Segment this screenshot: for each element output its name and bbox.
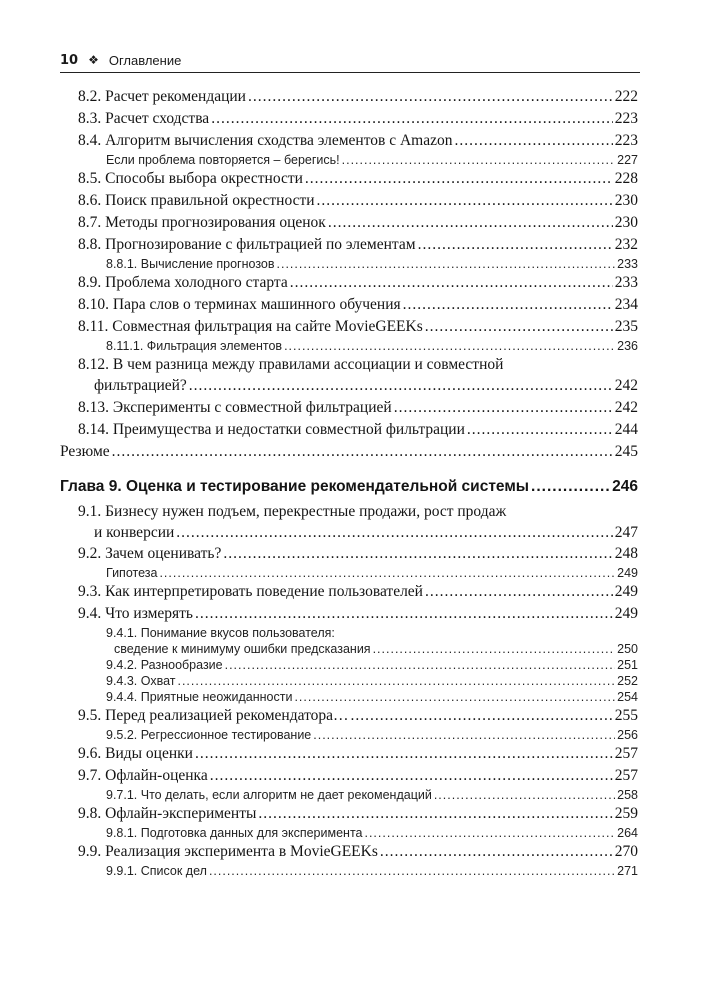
toc-page-number: 250 bbox=[617, 642, 638, 656]
toc-leader-dots bbox=[223, 543, 612, 565]
toc-entry-title: 9.8.1. Подготовка данных для эксперимента bbox=[106, 826, 363, 840]
toc-page-number: 255 bbox=[614, 707, 638, 724]
toc-entry-title: 9.4.4. Приятные неожиданности bbox=[106, 690, 293, 704]
toc-page-number: 249 bbox=[614, 583, 638, 600]
toc-leader-dots bbox=[159, 565, 615, 581]
toc-page-number: 230 bbox=[614, 214, 638, 231]
toc-chapter-heading[interactable] bbox=[60, 475, 638, 499]
toc-entry[interactable] bbox=[60, 441, 638, 463]
toc-entry[interactable] bbox=[60, 294, 638, 316]
toc-leader-dots bbox=[380, 841, 613, 863]
toc-leader-dots bbox=[177, 673, 615, 689]
toc-page-number: 271 bbox=[617, 864, 638, 878]
toc-entry[interactable] bbox=[60, 803, 638, 825]
toc-leader-dots bbox=[403, 294, 613, 316]
toc-entry-continuation: сведение к минимуму ошибки предсказания bbox=[114, 642, 371, 656]
toc-leader-dots bbox=[531, 475, 610, 499]
toc-entry[interactable] bbox=[60, 743, 638, 765]
toc-leader-dots bbox=[211, 108, 613, 130]
header-rule bbox=[60, 72, 640, 73]
toc-leader-dots bbox=[342, 152, 616, 168]
toc-entry-continuation: и конверсии bbox=[94, 524, 175, 541]
toc-entry-title: 8.13. Эксперименты с совместной фильтрацией bbox=[78, 399, 392, 416]
running-header bbox=[60, 50, 640, 70]
toc-subentry[interactable] bbox=[60, 825, 638, 841]
toc-subentry[interactable] bbox=[60, 689, 638, 705]
toc-page-number: 246 bbox=[612, 478, 638, 495]
toc-leader-dots bbox=[284, 338, 615, 354]
toc-entry-title: 8.12. В чем разница между правилами ассоциации и совместной bbox=[78, 356, 504, 373]
toc-entry[interactable] bbox=[60, 765, 638, 787]
toc-leader-dots bbox=[467, 419, 613, 441]
toc-entry[interactable] bbox=[60, 108, 638, 130]
toc-leader-dots bbox=[425, 316, 613, 338]
toc-entry-multiline[interactable] bbox=[60, 354, 638, 397]
toc-page-number: 256 bbox=[617, 728, 638, 742]
toc-leader-dots bbox=[290, 272, 613, 294]
toc-leader-dots bbox=[454, 130, 612, 152]
toc-page-number: 232 bbox=[614, 236, 638, 253]
toc-subentry[interactable] bbox=[60, 863, 638, 879]
toc-entry[interactable] bbox=[60, 212, 638, 234]
toc-leader-dots bbox=[209, 863, 615, 879]
toc-page-number: 264 bbox=[617, 826, 638, 840]
toc-page-number: 233 bbox=[617, 257, 638, 271]
toc-leader-dots bbox=[425, 581, 613, 603]
toc-entry-title: 8.9. Проблема холодного старта bbox=[78, 274, 288, 291]
toc-subentry[interactable] bbox=[60, 657, 638, 673]
toc-entry-multiline[interactable] bbox=[60, 501, 638, 543]
toc-entry-title: 9.9. Реализация эксперимента в MovieGEEKs bbox=[78, 843, 378, 860]
toc-page-number: 249 bbox=[614, 605, 638, 622]
toc-page-number: 248 bbox=[614, 545, 638, 562]
toc-leader-dots bbox=[210, 765, 613, 787]
toc-page-number: 233 bbox=[614, 274, 638, 291]
toc-entry-title: 8.2. Расчет рекомендации bbox=[78, 88, 246, 105]
toc-entry-title: 8.8.1. Вычисление прогнозов bbox=[106, 257, 275, 271]
toc-entry[interactable] bbox=[60, 272, 638, 294]
toc-entry[interactable] bbox=[60, 130, 638, 152]
toc-entry[interactable] bbox=[60, 397, 638, 419]
toc-entry[interactable] bbox=[60, 603, 638, 625]
toc-entry-title: 9.9.1. Список дел bbox=[106, 864, 207, 878]
toc-page-number: 252 bbox=[617, 674, 638, 688]
header-title: Оглавление bbox=[108, 52, 182, 68]
toc-page-number: 227 bbox=[617, 153, 638, 167]
toc-page-number: 242 bbox=[614, 399, 638, 416]
toc-leader-dots bbox=[305, 168, 613, 190]
toc-leader-dots bbox=[294, 689, 615, 705]
toc-entry-title: 9.8. Офлайн-эксперименты bbox=[78, 805, 257, 822]
toc-leader-dots bbox=[364, 825, 615, 841]
toc-page-number: 258 bbox=[617, 788, 638, 802]
toc-leader-dots bbox=[418, 234, 613, 256]
toc-entry-title: 9.4.1. Понимание вкусов пользователя: bbox=[106, 626, 335, 640]
toc-page-number: 230 bbox=[614, 192, 638, 209]
toc-entry-title: 9.4.3. Охват bbox=[106, 674, 176, 688]
toc-page-number: 259 bbox=[614, 805, 638, 822]
toc-leader-dots bbox=[176, 522, 612, 543]
toc-leader-dots bbox=[112, 441, 613, 463]
toc-page-number: 270 bbox=[614, 843, 638, 860]
toc-entry-title: 9.4. Что измерять bbox=[78, 605, 194, 622]
toc-leader-dots bbox=[277, 256, 616, 272]
toc-entry-title: 9.7. Офлайн-оценка bbox=[78, 767, 208, 784]
table-of-contents bbox=[60, 86, 638, 879]
toc-leader-dots bbox=[195, 603, 613, 625]
toc-entry-title: 9.3. Как интерпретировать поведение пользователей bbox=[78, 583, 423, 600]
toc-page-number: 247 bbox=[614, 524, 638, 541]
toc-entry-title: 8.11.1. Фильтрация элементов bbox=[106, 339, 283, 353]
chapter-title: Глава 9. Оценка и тестирование рекомендательной системы bbox=[60, 478, 530, 495]
toc-page-number: 234 bbox=[614, 296, 638, 313]
toc-entry-title: Резюме bbox=[60, 443, 110, 460]
toc-leader-dots bbox=[328, 212, 613, 234]
toc-leader-dots bbox=[195, 743, 613, 765]
toc-leader-dots bbox=[373, 641, 616, 657]
toc-leader-dots bbox=[313, 727, 615, 743]
toc-subentry[interactable] bbox=[60, 673, 638, 689]
toc-entry-continuation: фильтрацией? bbox=[94, 377, 187, 394]
toc-entry-title: 8.14. Преимущества и недостатки совместной фильтрации bbox=[78, 421, 465, 438]
toc-entry-title: 9.5.2. Регрессионное тестирование bbox=[106, 728, 312, 742]
toc-entry-title: 9.5. Перед реализацией рекомендатора… bbox=[78, 707, 349, 724]
toc-leader-dots bbox=[434, 787, 615, 803]
toc-page-number: 242 bbox=[614, 377, 638, 394]
toc-leader-dots bbox=[351, 705, 613, 727]
toc-page-number: 257 bbox=[614, 745, 638, 762]
page-number: 10 bbox=[60, 52, 79, 68]
toc-page-number: 251 bbox=[617, 658, 638, 672]
toc-page-number: 254 bbox=[617, 690, 638, 704]
toc-entry-title: 9.4.2. Разнообразие bbox=[106, 658, 223, 672]
toc-entry-title: 8.8. Прогнозирование с фильтрацией по элементам bbox=[78, 236, 416, 253]
toc-entry-title: Если проблема повторяется – берегись! bbox=[106, 153, 340, 167]
toc-page-number: 245 bbox=[614, 443, 638, 460]
toc-leader-dots bbox=[317, 190, 613, 212]
toc-leader-dots bbox=[258, 803, 612, 825]
toc-subentry[interactable] bbox=[60, 152, 638, 168]
toc-page-number: 249 bbox=[617, 566, 638, 580]
toc-page-number: 236 bbox=[617, 339, 638, 353]
ornament-icon: ❖ bbox=[88, 53, 99, 67]
toc-page-number: 223 bbox=[614, 132, 638, 149]
toc-subentry[interactable] bbox=[60, 727, 638, 743]
toc-entry[interactable] bbox=[60, 234, 638, 256]
toc-entry-title: 8.11. Совместная фильтрация на сайте MovieGEEKs bbox=[78, 318, 423, 335]
toc-entry[interactable] bbox=[60, 168, 638, 190]
toc-entry-title: 9.1. Бизнесу нужен подъем, перекрестные продажи, рост продаж bbox=[78, 503, 507, 520]
toc-entry-title: Гипотеза bbox=[106, 566, 158, 580]
toc-subentry[interactable] bbox=[60, 338, 638, 354]
toc-subentry[interactable] bbox=[60, 256, 638, 272]
toc-entry[interactable] bbox=[60, 419, 638, 441]
toc-page-number: 223 bbox=[614, 110, 638, 127]
toc-entry[interactable] bbox=[60, 841, 638, 863]
toc-entry[interactable] bbox=[60, 543, 638, 565]
toc-subentry[interactable] bbox=[60, 787, 638, 803]
toc-entry-title: 8.6. Поиск правильной окрестности bbox=[78, 192, 315, 209]
toc-entry[interactable] bbox=[60, 190, 638, 212]
toc-leader-dots bbox=[248, 86, 613, 108]
toc-entry-title: 8.5. Способы выбора окрестности bbox=[78, 170, 303, 187]
toc-subentry[interactable] bbox=[60, 565, 638, 581]
toc-entry-title: 8.7. Методы прогнозирования оценок bbox=[78, 214, 326, 231]
toc-page-number: 235 bbox=[614, 318, 638, 335]
toc-leader-dots bbox=[225, 657, 616, 673]
toc-entry-title: 9.7.1. Что делать, если алгоритм не дает рекомендаций bbox=[106, 788, 432, 802]
toc-leader-dots bbox=[394, 397, 613, 419]
toc-page-number: 244 bbox=[614, 421, 638, 438]
toc-entry[interactable] bbox=[60, 581, 638, 603]
toc-entry[interactable] bbox=[60, 316, 638, 338]
toc-entry-title: 8.10. Пара слов о терминах машинного обучения bbox=[78, 296, 401, 313]
toc-entry-title: 9.6. Виды оценки bbox=[78, 745, 193, 762]
toc-entry-title: 8.3. Расчет сходства bbox=[78, 110, 210, 127]
toc-entry[interactable] bbox=[60, 86, 638, 108]
toc-entry[interactable] bbox=[60, 705, 638, 727]
toc-entry-title: 8.4. Алгоритм вычисления сходства элементов с Amazon bbox=[78, 132, 453, 149]
toc-page-number: 228 bbox=[614, 170, 638, 187]
toc-page-number: 257 bbox=[614, 767, 638, 784]
toc-leader-dots bbox=[189, 375, 613, 397]
toc-entry-title: 9.2. Зачем оценивать? bbox=[78, 545, 222, 562]
toc-page-number: 222 bbox=[614, 88, 638, 105]
toc-subentry-multiline[interactable] bbox=[60, 625, 638, 657]
